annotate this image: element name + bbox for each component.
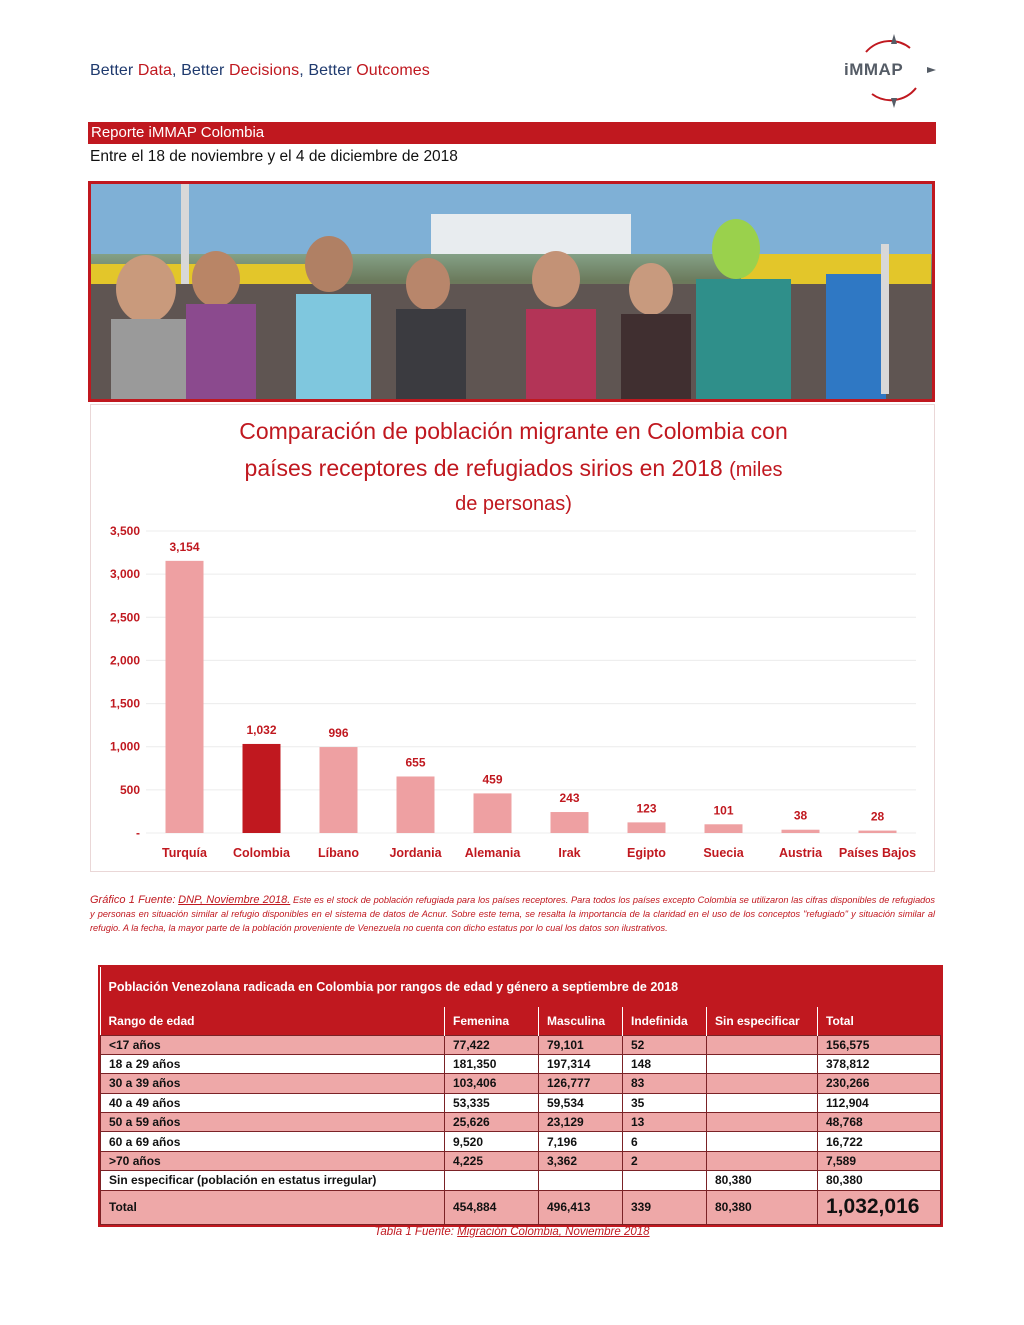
x-tick-label: Líbano xyxy=(318,846,359,860)
chart-title-unit: (miles xyxy=(729,459,783,481)
cell-undefined: 13 xyxy=(623,1113,707,1132)
chart-caption-source-link[interactable]: DNP, Noviembre 2018. xyxy=(178,894,291,906)
bar xyxy=(551,812,589,833)
cell-undefined xyxy=(623,1171,707,1190)
y-tick-label: 2,000 xyxy=(109,653,140,668)
data-label: 1,032 xyxy=(246,722,277,737)
data-label: 101 xyxy=(713,803,734,818)
data-label: 996 xyxy=(328,726,349,741)
cell-unspecified xyxy=(707,1113,818,1132)
bar xyxy=(320,747,358,833)
bar xyxy=(705,824,743,833)
chart-caption-label: Gráfico 1 Fuente: xyxy=(90,894,176,906)
cell-age: 30 a 39 años xyxy=(101,1074,445,1093)
population-table xyxy=(98,965,943,1227)
cell-undefined: 148 xyxy=(623,1054,707,1073)
cell-unspecified xyxy=(707,1074,818,1093)
y-tick-label: 3,500 xyxy=(109,524,140,538)
chart-title-line3: de personas) xyxy=(455,493,572,515)
total-cell-undefined: 339 xyxy=(623,1190,707,1224)
bar-chart xyxy=(90,404,935,872)
cell-male xyxy=(539,1171,623,1190)
cell-unspecified xyxy=(707,1132,818,1151)
logo-text: iMMAP xyxy=(844,60,904,79)
cell-total: 112,904 xyxy=(818,1093,941,1112)
cell-male: 3,362 xyxy=(539,1151,623,1170)
chart-title-line2 xyxy=(91,450,936,489)
cell-undefined: 83 xyxy=(623,1074,707,1093)
x-tick-label: Egipto xyxy=(627,846,666,860)
cell-female: 103,406 xyxy=(445,1074,539,1093)
data-label: 28 xyxy=(870,809,885,824)
bar xyxy=(243,744,281,833)
cell-undefined: 52 xyxy=(623,1035,707,1054)
tagline-part: Outcomes xyxy=(356,62,430,79)
y-tick-label: 3,000 xyxy=(109,567,140,582)
y-tick-label: 2,500 xyxy=(109,610,140,625)
total-cell-age: Total xyxy=(101,1190,445,1224)
cell-male: 7,196 xyxy=(539,1132,623,1151)
col-header-total: Total xyxy=(818,1007,941,1035)
total-cell-total: 1,032,016 xyxy=(818,1190,941,1224)
cell-female: 77,422 xyxy=(445,1035,539,1054)
data-label: 655 xyxy=(405,755,426,770)
cell-unspecified xyxy=(707,1054,818,1073)
immap-logo xyxy=(836,30,940,110)
cell-unspecified: 80,380 xyxy=(707,1171,818,1190)
x-tick-label: Países Bajos xyxy=(838,846,917,860)
bar xyxy=(166,561,204,833)
table-caption-source-link[interactable]: Migración Colombia, Noviembre 2018 xyxy=(457,1226,650,1238)
date-range: Entre el 18 de noviembre y el 4 de diciembre de 2018 xyxy=(90,148,458,165)
chart-title-line2-text: países receptores de refugiados sirios en 2018 xyxy=(244,455,723,481)
col-header-female: Femenina xyxy=(445,1007,539,1035)
data-label: 459 xyxy=(482,772,503,787)
x-tick-label: Jordania xyxy=(389,846,442,860)
crowd-photo-image xyxy=(91,184,932,399)
table-row xyxy=(101,1171,941,1190)
cell-age: >70 años xyxy=(101,1151,445,1170)
table-title: Población Venezolana radicada en Colombia por rangos de edad y género a septiembre de 2018 xyxy=(101,967,941,1007)
table-row xyxy=(101,1113,941,1132)
table-title-row xyxy=(101,967,941,1007)
cell-female: 9,520 xyxy=(445,1132,539,1151)
cell-undefined: 35 xyxy=(623,1093,707,1112)
cell-male: 59,534 xyxy=(539,1093,623,1112)
cell-male: 79,101 xyxy=(539,1035,623,1054)
table-caption-label: Tabla 1 Fuente: xyxy=(374,1226,458,1238)
data-label: 3,154 xyxy=(169,539,200,554)
chart-caption-text: Este es el stock de población refugiada para los países receptores. Para todos los países excepto Colombia se utilizaron las cifras disponibles de refugiados y personas en situación similar al refugio disponibles en el sistema de datos de Acnur. Sobre este tema, se resalta la importancia de la claridad en el uso de los conceptos "refugiado" y situación similar al refugio. A la fecha, la mayor parte de la población proveniente de Venezuela no cuenta con dicho estatus por lo cual los datos son ilustrativos. xyxy=(90,895,935,933)
col-header-unspecified: Sin especificar xyxy=(707,1007,818,1035)
cell-unspecified xyxy=(707,1035,818,1054)
cell-undefined: 2 xyxy=(623,1151,707,1170)
bar xyxy=(782,830,820,833)
cell-total: 156,575 xyxy=(818,1035,941,1054)
cell-total: 16,722 xyxy=(818,1132,941,1151)
cell-total: 48,768 xyxy=(818,1113,941,1132)
cell-female xyxy=(445,1171,539,1190)
cell-unspecified xyxy=(707,1093,818,1112)
cell-total: 80,380 xyxy=(818,1171,941,1190)
bar xyxy=(628,822,666,833)
table-row xyxy=(101,1074,941,1093)
table-row xyxy=(101,1093,941,1112)
table-header-row xyxy=(101,1007,941,1035)
cell-male: 197,314 xyxy=(539,1054,623,1073)
cell-age: <17 años xyxy=(101,1035,445,1054)
cell-female: 53,335 xyxy=(445,1093,539,1112)
chart-caption xyxy=(90,893,935,935)
cell-male: 126,777 xyxy=(539,1074,623,1093)
cell-male: 23,129 xyxy=(539,1113,623,1132)
chart-plot-area xyxy=(91,515,936,865)
y-tick-label: - xyxy=(136,826,140,840)
table-total-row xyxy=(101,1190,941,1224)
y-tick-label: 1,500 xyxy=(109,696,140,711)
tagline-part: Better xyxy=(90,62,138,79)
cell-age: 18 a 29 años xyxy=(101,1054,445,1073)
x-tick-label: Austria xyxy=(778,846,823,860)
x-tick-label: Colombia xyxy=(233,846,290,860)
cell-total: 230,266 xyxy=(818,1074,941,1093)
col-header-male: Masculina xyxy=(539,1007,623,1035)
x-tick-label: Irak xyxy=(558,846,581,860)
col-header-undefined: Indefinida xyxy=(623,1007,707,1035)
cell-unspecified xyxy=(707,1151,818,1170)
report-title: Reporte iMMAP Colombia xyxy=(88,122,936,144)
total-cell-unspecified: 80,380 xyxy=(707,1190,818,1224)
chart-title-line1: Comparación de población migrante en Colombia con xyxy=(239,418,788,444)
table-row xyxy=(101,1151,941,1170)
data-label: 123 xyxy=(636,801,657,816)
table-row xyxy=(101,1035,941,1054)
x-tick-label: Turquía xyxy=(162,846,207,860)
col-header-age: Rango de edad xyxy=(101,1007,445,1035)
data-label: 38 xyxy=(793,808,808,823)
cell-age: 60 a 69 años xyxy=(101,1132,445,1151)
tagline-part: Data xyxy=(137,62,173,79)
cell-female: 4,225 xyxy=(445,1151,539,1170)
x-tick-label: Alemania xyxy=(464,846,521,860)
bar xyxy=(859,831,897,833)
y-tick-label: 500 xyxy=(119,782,140,797)
cell-undefined: 6 xyxy=(623,1132,707,1151)
tagline-part: , Better xyxy=(299,62,357,79)
cell-total: 378,812 xyxy=(818,1054,941,1073)
data-label: 243 xyxy=(559,791,580,806)
bar xyxy=(474,793,512,833)
cell-total: 7,589 xyxy=(818,1151,941,1170)
cell-female: 25,626 xyxy=(445,1113,539,1132)
cell-female: 181,350 xyxy=(445,1054,539,1073)
cell-age: Sin especificar (población en estatus irregular) xyxy=(101,1171,445,1190)
tagline-part: Decisions xyxy=(228,62,300,79)
total-cell-female: 454,884 xyxy=(445,1190,539,1224)
tagline-part: , Better xyxy=(172,62,229,79)
chart-title xyxy=(91,413,936,519)
x-tick-label: Suecia xyxy=(703,846,744,860)
table-row xyxy=(101,1132,941,1151)
table-row xyxy=(101,1054,941,1073)
cell-age: 40 a 49 años xyxy=(101,1093,445,1112)
bar xyxy=(397,776,435,833)
total-cell-male: 496,413 xyxy=(539,1190,623,1224)
cell-age: 50 a 59 años xyxy=(101,1113,445,1132)
table-caption xyxy=(0,1226,1024,1238)
y-tick-label: 1,000 xyxy=(109,739,140,754)
tagline xyxy=(90,62,430,80)
crowd-photo xyxy=(88,181,935,402)
